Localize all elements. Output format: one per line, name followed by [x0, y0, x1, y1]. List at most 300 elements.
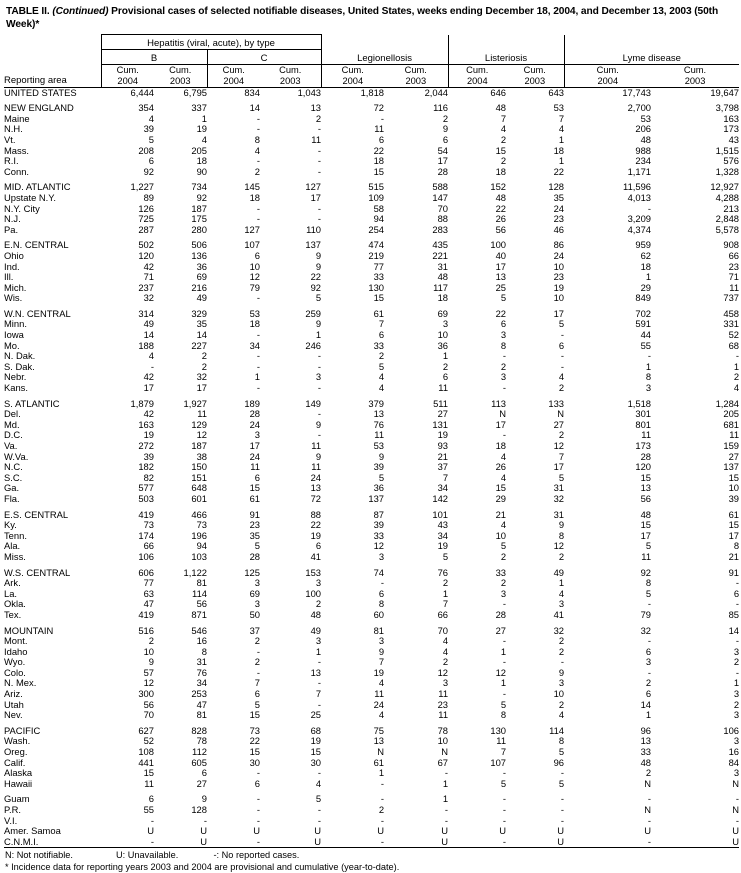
- row-value-cell: 2: [500, 360, 507, 372]
- row-value-cell: 41: [553, 608, 565, 620]
- row-value-cell: 2: [500, 577, 507, 589]
- row-value-cell: -: [560, 360, 565, 372]
- row-area-label: Mo.: [4, 339, 20, 351]
- group-legionellosis: Legionellosis: [321, 50, 448, 65]
- row-value-cell: -: [207, 837, 260, 848]
- row-value-cell: -: [317, 165, 322, 177]
- row-area-label: W.S. CENTRAL: [4, 566, 71, 578]
- group-hepatitis: Hepatitis (viral, acute), by type: [101, 35, 321, 50]
- table-row: [4, 678, 739, 689]
- row-value-cell: 174: [138, 529, 154, 541]
- row-value-cell: 24: [249, 450, 260, 462]
- row-value-cell: 11: [311, 440, 322, 451]
- row-value-cell: -: [444, 814, 449, 826]
- row-area-label: Wis.: [4, 292, 23, 304]
- row-value-cell: 19,647: [710, 86, 740, 98]
- row-value-cell: 19: [437, 429, 449, 441]
- row-value-cell: -: [502, 688, 507, 700]
- row-value-cell: 12: [196, 429, 207, 441]
- row-value-cell: 13: [373, 735, 385, 747]
- row-area-label: Ohio: [4, 249, 24, 261]
- row-value-cell: 2: [558, 429, 565, 441]
- row-value-cell: 6: [378, 133, 385, 145]
- row-value-cell: 2: [645, 677, 652, 689]
- row-value-cell: 1: [733, 677, 740, 689]
- row-value-cell: 7: [254, 677, 260, 689]
- row-value-cell: 27: [196, 777, 207, 789]
- row-value-cell: -: [560, 350, 565, 362]
- row-area-label: Conn.: [4, 165, 30, 177]
- row-value-cell: 10: [553, 292, 565, 304]
- row-value-cell: 4,374: [627, 223, 652, 235]
- row-value-cell: -: [735, 666, 740, 678]
- row-value-cell: -: [380, 814, 385, 826]
- row-value-cell: 22: [249, 735, 260, 747]
- row-value-cell: 130: [490, 724, 507, 736]
- row-value-cell: 10: [495, 529, 507, 541]
- row-value-cell: 908: [723, 239, 740, 251]
- row-value-cell: 103: [191, 550, 207, 562]
- row-value-cell: 48: [495, 191, 507, 203]
- row-value-cell: 216: [191, 281, 207, 293]
- row-value-cell: 15: [143, 767, 154, 779]
- row-area-label: PACIFIC: [4, 724, 41, 736]
- row-value-cell: 68: [310, 724, 322, 736]
- header-hepb-cum-2003: [154, 65, 207, 87]
- row-value-cell: 12: [553, 540, 565, 552]
- row-value-cell: 1: [645, 709, 652, 721]
- row-value-cell: 2: [254, 656, 260, 668]
- row-value-cell: 6: [148, 793, 154, 805]
- row-value-cell: 1,927: [183, 397, 207, 409]
- row-area-label: Oreg.: [4, 746, 28, 758]
- row-value-cell: 219: [368, 249, 385, 261]
- row-value-cell: 77: [143, 577, 154, 589]
- row-value-cell: 71: [728, 271, 740, 283]
- row-value-cell: 5: [558, 746, 565, 758]
- row-value-cell: 5: [378, 360, 385, 372]
- row-value-cell: -: [735, 635, 740, 647]
- row-area-label: N.Y. City: [4, 202, 40, 214]
- row-value-cell: 1: [558, 133, 565, 145]
- row-value-cell: 66: [437, 608, 449, 620]
- row-value-cell: -: [256, 382, 260, 394]
- row-value-cell: 2: [500, 155, 507, 167]
- row-value-cell: 11: [311, 133, 322, 145]
- row-value-cell: 17: [437, 155, 449, 167]
- row-value-cell: 3: [315, 635, 322, 647]
- row-value-cell: 40: [495, 249, 507, 261]
- row-area-label: Miss.: [4, 550, 26, 562]
- row-value-cell: 12,927: [710, 181, 740, 193]
- row-value-cell: 79: [249, 281, 260, 293]
- row-value-cell: 6: [645, 688, 652, 700]
- row-value-cell: 150: [191, 461, 207, 473]
- row-value-cell: 96: [553, 756, 565, 768]
- row-area-label: P.R.: [4, 804, 22, 815]
- row-value-cell: 4: [558, 123, 565, 135]
- row-value-cell: -: [502, 350, 507, 362]
- row-value-cell: 67: [437, 756, 449, 768]
- row-value-cell: 2,700: [627, 102, 652, 114]
- row-value-cell: 9: [558, 666, 565, 678]
- row-value-cell: 21: [495, 508, 507, 520]
- row-value-cell: 2: [201, 360, 207, 372]
- row-value-cell: 76: [437, 566, 449, 578]
- row-value-cell: 6: [378, 587, 385, 599]
- table-row: [4, 736, 739, 747]
- row-value-cell: 91: [728, 566, 740, 578]
- row-value-cell: -: [502, 382, 507, 394]
- row-value-cell: 4: [378, 382, 385, 394]
- row-value-cell: 15: [640, 471, 652, 483]
- row-value-cell: 7: [378, 656, 385, 668]
- row-value-cell: 90: [196, 165, 207, 177]
- row-value-cell: 23: [728, 260, 740, 272]
- row-value-cell: N: [732, 804, 740, 815]
- row-value-cell: 31: [553, 482, 565, 494]
- row-value-cell: -: [448, 837, 506, 848]
- row-value-cell: 41: [310, 550, 322, 562]
- row-value-cell: 11: [374, 688, 385, 700]
- row-value-cell: -: [560, 329, 565, 341]
- row-value-cell: 81: [196, 577, 207, 589]
- row-value-cell: 3: [733, 735, 740, 747]
- row-value-cell: 55: [640, 339, 652, 351]
- row-value-cell: 15: [728, 519, 740, 531]
- row-area-label: Alaska: [4, 767, 33, 779]
- table-row: [4, 541, 739, 552]
- year-5: 2004: [342, 76, 364, 86]
- row-value-cell: 9: [442, 123, 449, 135]
- row-value-cell: -: [502, 793, 507, 805]
- header-hepb-cum-2004: [101, 65, 154, 87]
- row-value-cell: 108: [138, 746, 154, 758]
- row-value-cell: 702: [635, 307, 652, 319]
- row-value-cell: 4,288: [715, 191, 740, 203]
- row-value-cell: 116: [433, 102, 449, 114]
- header-listeriosis-cum-2004: [448, 65, 506, 87]
- table-row: [4, 768, 739, 779]
- row-value-cell: 8: [558, 529, 565, 541]
- row-area-label: Ala.: [4, 540, 21, 552]
- row-value-cell: 31: [553, 508, 565, 520]
- table-row: [4, 441, 739, 452]
- row-value-cell: N: [557, 408, 565, 420]
- row-value-cell: 127: [305, 181, 322, 193]
- header-corner-blank-2: [4, 50, 101, 65]
- row-value-cell: 31: [437, 260, 449, 272]
- row-value-cell: 5: [254, 540, 260, 552]
- row-value-cell: 280: [191, 223, 207, 235]
- row-value-cell: 606: [138, 566, 154, 578]
- row-value-cell: 3: [254, 577, 260, 589]
- row-area-label: Hawaii: [4, 777, 33, 789]
- row-value-cell: 11: [250, 461, 260, 473]
- row-value-cell: 33: [373, 271, 385, 283]
- row-value-cell: 3: [733, 688, 740, 700]
- row-value-cell: 7: [558, 112, 565, 124]
- row-area-label: Pa.: [4, 223, 19, 235]
- row-value-cell: 44: [640, 329, 652, 341]
- row-value-cell: -: [647, 202, 652, 214]
- row-value-cell: -: [317, 429, 322, 441]
- table-row: [4, 409, 739, 420]
- row-value-cell: 128: [191, 804, 207, 815]
- row-value-cell: 66: [728, 249, 740, 261]
- row-area-label: S. Dak.: [4, 360, 35, 372]
- row-value-cell: -: [502, 598, 507, 610]
- row-value-cell: 11: [729, 429, 740, 441]
- row-value-cell: 435: [432, 239, 449, 251]
- row-value-cell: U: [499, 825, 507, 837]
- row-value-cell: 43: [437, 519, 449, 531]
- row-value-cell: 253: [191, 688, 207, 700]
- row-value-cell: 2: [733, 656, 740, 668]
- row-area-label: N.C.: [4, 461, 23, 473]
- row-value-cell: 159: [723, 440, 740, 451]
- table-row: [4, 383, 739, 394]
- row-value-cell: 18: [495, 440, 507, 451]
- row-value-cell: 6: [315, 540, 322, 552]
- row-value-cell: 29: [640, 281, 652, 293]
- row-value-cell: 149: [305, 397, 322, 409]
- table-row: [4, 589, 739, 600]
- group-lyme-disease: Lyme disease: [564, 50, 739, 65]
- header-reporting-area: Reporting area: [4, 65, 101, 87]
- table-row: [4, 610, 739, 621]
- table-row: [4, 420, 739, 431]
- row-value-cell: 7: [442, 471, 449, 483]
- row-value-cell: 15: [249, 482, 260, 494]
- row-value-cell: 2: [254, 635, 260, 647]
- title-rest: Provisional cases of selected notifiable diseases, United States, weeks ending December 18, 2004, and December 13, 2003 (50th Week)*: [6, 6, 719, 31]
- row-value-cell: -: [502, 635, 507, 647]
- row-value-cell: 175: [191, 213, 207, 225]
- group-lyme-blank: [564, 35, 739, 50]
- row-value-cell: 106: [723, 724, 740, 736]
- row-value-cell: 287: [138, 223, 154, 235]
- row-value-cell: 6: [645, 645, 652, 657]
- row-value-cell: 12: [553, 440, 565, 451]
- row-area-label: Fla.: [4, 492, 20, 504]
- row-value-cell: 78: [437, 724, 449, 736]
- row-value-cell: 120: [138, 249, 154, 261]
- row-value-cell: 648: [191, 482, 207, 494]
- row-area-label: Ky.: [4, 519, 17, 531]
- row-value-cell: 173: [723, 123, 740, 135]
- row-value-cell: 23: [249, 519, 260, 531]
- row-value-cell: 26: [495, 461, 507, 473]
- row-value-cell: 3: [254, 598, 260, 610]
- row-value-cell: 237: [138, 281, 154, 293]
- row-value-cell: 30: [310, 756, 322, 768]
- row-value-cell: 33: [640, 746, 652, 758]
- row-value-cell: 182: [138, 461, 154, 473]
- row-value-cell: 78: [196, 735, 207, 747]
- row-value-cell: -: [735, 814, 740, 826]
- row-value-cell: 188: [138, 339, 154, 351]
- row-value-cell: -: [321, 837, 384, 848]
- row-area-label: V.I.: [4, 814, 18, 826]
- row-value-cell: 30: [249, 756, 260, 768]
- row-value-cell: -: [256, 804, 260, 815]
- row-value-cell: 4: [315, 777, 322, 789]
- row-value-cell: 120: [635, 461, 652, 473]
- row-value-cell: N: [644, 804, 652, 815]
- row-value-cell: 221: [432, 249, 449, 261]
- row-value-cell: -: [256, 123, 260, 135]
- table-row: [4, 135, 739, 146]
- row-value-cell: -: [560, 656, 565, 668]
- row-value-cell: -: [317, 382, 322, 394]
- row-value-cell: 19: [553, 281, 565, 293]
- row-value-cell: 39: [728, 492, 740, 504]
- row-value-cell: 16: [196, 635, 207, 647]
- table-row: [4, 626, 739, 637]
- row-value-cell: 8: [378, 598, 385, 610]
- row-value-cell: -: [560, 767, 565, 779]
- row-value-cell: 12: [143, 677, 154, 689]
- row-value-cell: 6: [201, 767, 207, 779]
- row-value-cell: 76: [373, 418, 385, 430]
- row-value-cell: 15: [728, 471, 740, 483]
- row-value-cell: 49: [143, 318, 154, 330]
- row-value-cell: 187: [191, 440, 207, 451]
- row-value-cell: 205: [723, 408, 740, 420]
- cum-word-10: Cum.: [683, 65, 707, 76]
- row-value-cell: 42: [143, 260, 154, 272]
- row-value-cell: 15: [373, 165, 385, 177]
- row-value-cell: 2,044: [424, 86, 449, 98]
- row-value-cell: 28: [437, 165, 449, 177]
- table-row: [4, 668, 739, 679]
- row-value-cell: 3: [733, 645, 740, 657]
- row-area-label: Tenn.: [4, 529, 27, 541]
- row-value-cell: 337: [191, 102, 207, 114]
- row-value-cell: 24: [373, 698, 385, 710]
- row-value-cell: 516: [138, 624, 154, 636]
- table-row: [4, 510, 739, 521]
- row-value-cell: 4: [378, 371, 385, 383]
- row-value-cell: 959: [635, 239, 652, 251]
- row-value-cell: 47: [143, 598, 154, 610]
- row-value-cell: 11: [641, 550, 652, 562]
- row-value-cell: 6: [733, 587, 740, 599]
- row-value-cell: 74: [373, 566, 385, 578]
- row-value-cell: 3,209: [627, 213, 652, 225]
- row-value-cell: 208: [138, 144, 154, 156]
- row-value-cell: 1,879: [130, 397, 154, 409]
- row-value-cell: 5: [558, 777, 565, 789]
- row-value-cell: 1: [558, 155, 565, 167]
- row-value-cell: 49: [310, 624, 322, 636]
- row-area-label: Idaho: [4, 645, 28, 657]
- row-value-cell: 137: [305, 239, 322, 251]
- row-area-label: Wyo.: [4, 656, 26, 668]
- row-area-label: Colo.: [4, 666, 26, 678]
- row-value-cell: -: [203, 814, 207, 826]
- row-value-cell: 57: [143, 666, 154, 678]
- row-value-cell: 13: [373, 408, 385, 420]
- row-value-cell: 1,518: [627, 397, 652, 409]
- row-value-cell: 2: [442, 577, 449, 589]
- cum-word-3: Cum.: [222, 65, 245, 76]
- row-value-cell: 27: [437, 408, 449, 420]
- row-value-cell: 646: [490, 86, 507, 98]
- row-area-label: MOUNTAIN: [4, 624, 54, 636]
- table-row: [4, 114, 739, 125]
- table-row: [4, 146, 739, 157]
- row-value-cell: 114: [192, 587, 207, 599]
- row-value-cell: 1: [500, 645, 507, 657]
- header-cum-row: [4, 65, 739, 87]
- row-value-cell: 5: [558, 471, 565, 483]
- row-value-cell: -: [317, 408, 322, 420]
- cum-word-4: Cum.: [279, 65, 302, 76]
- row-area-label: Upstate N.Y.: [4, 191, 56, 203]
- row-value-cell: -: [256, 666, 260, 678]
- row-area-label: Del.: [4, 408, 21, 420]
- row-value-cell: 27: [553, 418, 565, 430]
- row-value-cell: 502: [138, 239, 154, 251]
- header-group-row: [4, 35, 739, 50]
- row-value-cell: -: [380, 777, 385, 789]
- cum-word-2: Cum.: [169, 65, 192, 76]
- row-area-label: UNITED STATES: [4, 86, 77, 98]
- row-value-cell: 2: [558, 698, 565, 710]
- row-area-label: R.I.: [4, 155, 19, 167]
- row-area-label: Utah: [4, 698, 24, 710]
- row-value-cell: 21: [437, 450, 449, 462]
- row-value-cell: 88: [310, 508, 322, 520]
- row-value-cell: 627: [138, 724, 154, 736]
- row-value-cell: -: [502, 804, 507, 815]
- row-value-cell: 54: [437, 144, 449, 156]
- row-value-cell: 92: [143, 165, 154, 177]
- cum-word-6: Cum.: [404, 65, 427, 76]
- row-value-cell: 19: [373, 666, 385, 678]
- row-value-cell: 2: [442, 112, 449, 124]
- row-value-cell: 84: [728, 756, 740, 768]
- row-value-cell: -: [256, 645, 260, 657]
- row-value-cell: 314: [138, 307, 154, 319]
- row-value-cell: 18: [437, 292, 449, 304]
- row-value-cell: 48: [495, 102, 507, 114]
- year-8: 2003: [524, 76, 546, 86]
- table-row: [4, 636, 739, 647]
- row-value-cell: 7: [500, 112, 507, 124]
- row-value-cell: 75: [373, 724, 385, 736]
- legend-not-notifiable: N: Not notifiable.: [5, 850, 73, 861]
- row-value-cell: 227: [191, 339, 207, 351]
- row-value-cell: 2: [558, 645, 565, 657]
- year-3: 2004: [223, 76, 245, 86]
- row-value-cell: 26: [495, 213, 507, 225]
- row-value-cell: 1: [315, 645, 322, 657]
- row-value-cell: -: [380, 577, 385, 589]
- row-value-cell: 35: [553, 191, 565, 203]
- row-value-cell: -: [317, 698, 322, 710]
- row-value-cell: 8: [645, 371, 652, 383]
- row-value-cell: 6: [254, 249, 260, 261]
- row-value-cell: 7: [315, 688, 322, 700]
- table-row: [4, 747, 739, 758]
- row-area-label: Maine: [4, 112, 30, 124]
- row-value-cell: 17: [640, 529, 652, 541]
- notifiable-diseases-table: [4, 34, 739, 848]
- row-value-cell: -: [256, 329, 260, 341]
